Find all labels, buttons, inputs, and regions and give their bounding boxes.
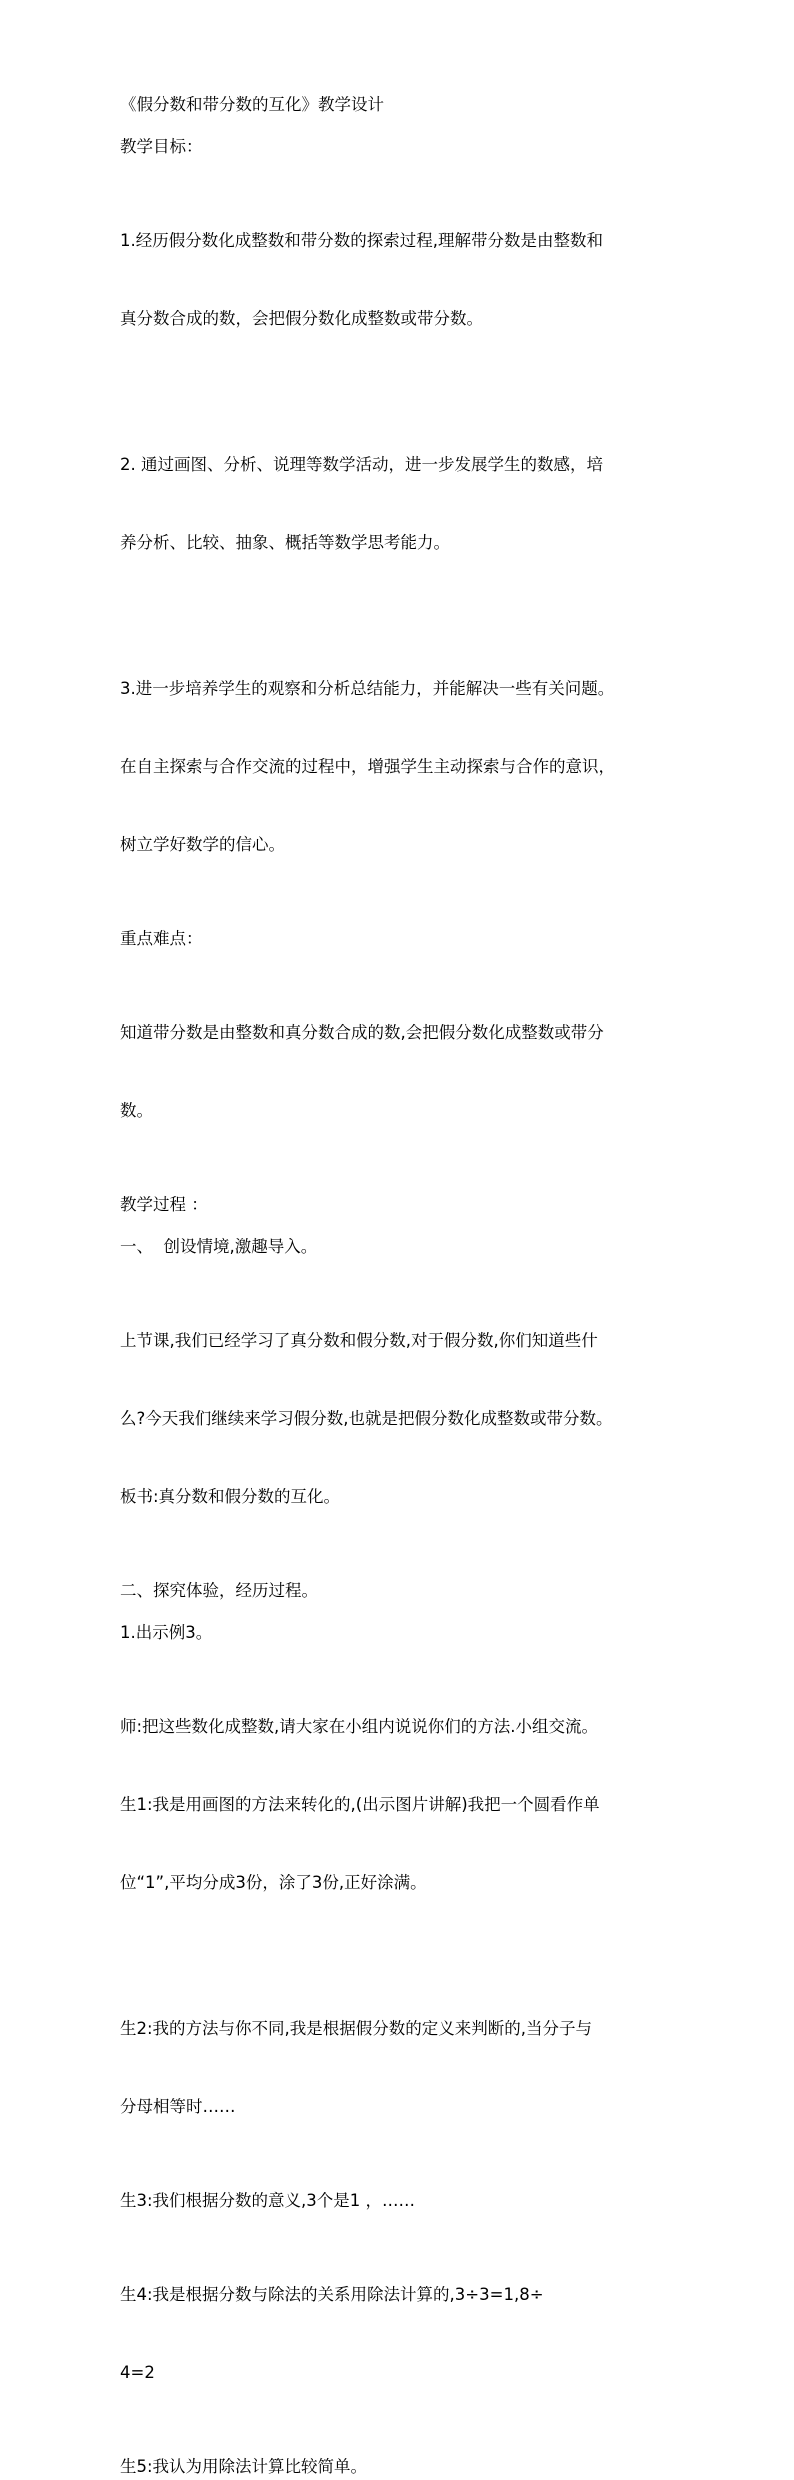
example-3: 1.出示例3。 [120,1623,213,1642]
section-2-heading: 二、探究体验，经历过程。 [120,1581,318,1600]
section-1-text: 上节课,我们已经学习了真分数和假分数,对于假分数,你们知道些什 么?今天我们继续来学习假分数,也就是把假分数化成整数或带分数。 板书:真分数和假分数的互化。 [120,1331,613,1506]
teacher-and-student-1: 师:把这些数化成整数,请大家在小组内说说你们的方法.小组交流。 生1:我是用画图的方法来转化的,(出示图片讲解)我把一个圆看作单 位“1”,平均分成3份，涂了3份,正好涂满。 [120,1717,600,1892]
objectives-heading: 教学目标： [120,137,203,156]
student-2: 生2:我的方法与你不同,我是根据假分数的定义来判断的,当分子与 分母相等时…… [120,2019,593,2116]
document-page [120,92,682,2480]
key-points: 知道带分数是由整数和真分数合成的数,会把假分数化成整数或带分 数。 [120,1023,604,1120]
student-4: 生4:我是根据分数与除法的关系用除法计算的,3÷3=1,8÷ 4=2 [120,2285,544,2382]
document-title: 《假分数和带分数的互化》教学设计 [120,95,384,114]
objective-1: 1.经历假分数化成整数和带分数的探索过程,理解带分数是由整数和 真分数合成的数，会把假分数化成整数或带分数。 [120,231,603,328]
section-1-heading: 一、 创设情境,激趣导入。 [120,1237,318,1256]
student-3: 生3:我们根据分数的意义,3个是1 ，…… [120,2191,416,2210]
student-5: 生5:我认为用除法计算比较简单。 [120,2457,368,2476]
objective-3: 3.进一步培养学生的观察和分析总结能力，并能解决一些有关问题。 在自主探索与合作交流的过程中，增强学生主动探索与合作的意识， 树立学好数学的信心。 [120,679,615,854]
objective-2: 2. 通过画图、分析、说理等数学活动，进一步发展学生的数感，培 养分析、比较、抽象、概括等数学思考能力。 [120,455,603,552]
process-heading: 教学过程 ： [120,1195,208,1214]
key-points-heading: 重点难点： [120,929,203,948]
